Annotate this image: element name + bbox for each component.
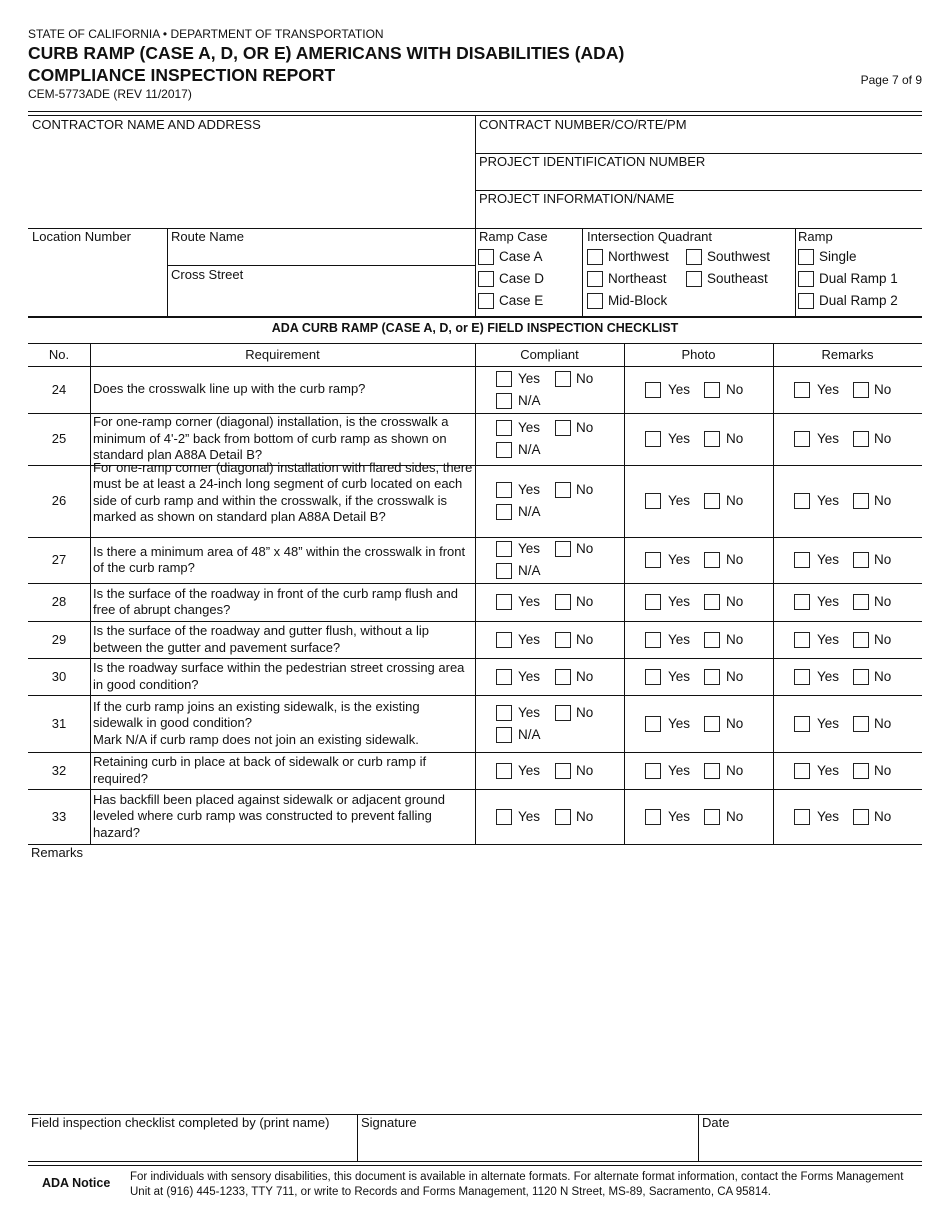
dual-ramp-2-label: Dual Ramp 2 [819, 293, 898, 308]
compliant-no-label: No [576, 420, 594, 435]
photo-no-label: No [726, 552, 744, 567]
photo-yes-label: Yes [668, 594, 691, 609]
ramp-case-label: Ramp Case [479, 229, 548, 244]
compliant-yes-checkbox[interactable] [496, 541, 512, 557]
photo-yes-label: Yes [668, 381, 691, 397]
remarks-yes-label: Yes [817, 715, 840, 731]
photo-no-checkbox[interactable] [704, 431, 720, 447]
photo-yes-label: Yes [668, 493, 691, 508]
checklist-title: ADA CURB RAMP (CASE A, D, or E) FIELD INSPECTION CHECKLIST [271, 321, 679, 335]
photo-no-label: No [726, 493, 744, 508]
photo-yes-checkbox[interactable] [645, 763, 661, 779]
compliant-no-checkbox[interactable] [555, 541, 571, 557]
ramp-label: Ramp [798, 229, 833, 244]
compliant-no-checkbox[interactable] [555, 705, 571, 721]
compliant-no-label: No [576, 762, 594, 778]
remarks-yes-checkbox[interactable] [794, 632, 810, 648]
requirement-text: Retaining curb in place at back of sidewalk or curb ramp if required? [93, 754, 427, 786]
table-row-border [28, 752, 922, 753]
photo-yes-label: Yes [668, 715, 691, 731]
column-header-photo: Photo [681, 347, 716, 362]
form-title-line-1: CURB RAMP (CASE A, D, OR E) AMERICANS WITH DISABILITIES (ADA) [28, 43, 625, 63]
northwest-label: Northwest [608, 249, 669, 264]
remarks-no-label: No [874, 594, 892, 609]
compliant-yes-label: Yes [518, 631, 541, 647]
compliant-no-label: No [576, 541, 594, 556]
row-number: 31 [51, 715, 67, 731]
photo-yes-checkbox[interactable] [645, 716, 661, 732]
table-row-border [28, 583, 922, 584]
remarks-no-checkbox[interactable] [853, 669, 869, 685]
remarks-yes-checkbox[interactable] [794, 809, 810, 825]
remarks-no-label: No [874, 762, 892, 778]
divider [582, 228, 583, 316]
requirement-text: Has backfill been placed against sidewalk or adjacent ground leveled where curb ramp was constructed to prevent falling hazard? [93, 791, 445, 840]
compliant-na-checkbox[interactable] [496, 504, 512, 520]
photo-no-label: No [726, 715, 744, 731]
case-d-checkbox[interactable] [478, 271, 494, 287]
row-number: 29 [51, 631, 67, 647]
page-number: Page 7 of 9 [860, 73, 922, 87]
contract-number-field[interactable]: CONTRACT NUMBER/CO/RTE/PM [479, 117, 687, 132]
dual-ramp-1-label: Dual Ramp 1 [819, 271, 898, 286]
compliant-yes-label: Yes [518, 594, 541, 609]
photo-no-label: No [726, 631, 744, 647]
divider [475, 343, 476, 844]
single-ramp-label: Single [819, 249, 857, 264]
column-header-compliant: Compliant [520, 347, 579, 362]
photo-yes-checkbox[interactable] [645, 431, 661, 447]
photo-no-checkbox[interactable] [704, 809, 720, 825]
remarks-no-label: No [874, 668, 892, 684]
project-info-field[interactable]: PROJECT INFORMATION/NAME [479, 191, 675, 206]
project-id-field[interactable]: PROJECT IDENTIFICATION NUMBER [479, 154, 706, 169]
row-number: 30 [51, 668, 67, 684]
remarks-yes-checkbox[interactable] [794, 716, 810, 732]
northeast-label: Northeast [608, 271, 667, 286]
dual-ramp-1-checkbox[interactable] [798, 271, 814, 287]
requirement-text: Is the roadway surface within the pedestrian street crossing area in good condition? [93, 660, 465, 692]
row-number: 28 [51, 594, 67, 609]
southeast-label: Southeast [707, 271, 768, 286]
requirement-text: Does the crosswalk line up with the curb ramp? [93, 381, 366, 397]
ada-notice-label: ADA Notice [42, 1176, 111, 1190]
divider [167, 265, 475, 266]
compliant-yes-label: Yes [518, 704, 541, 720]
southeast-checkbox[interactable] [686, 271, 702, 287]
case-d-label: Case D [499, 271, 545, 286]
remarks-yes-checkbox[interactable] [794, 763, 810, 779]
photo-no-checkbox[interactable] [704, 594, 720, 610]
divider [90, 343, 91, 844]
remarks-no-checkbox[interactable] [853, 809, 869, 825]
compliant-yes-checkbox[interactable] [496, 669, 512, 685]
photo-yes-checkbox[interactable] [645, 594, 661, 610]
divider [28, 1161, 922, 1162]
compliant-yes-label: Yes [518, 541, 541, 556]
table-row-border [28, 658, 922, 659]
compliant-no-label: No [576, 704, 594, 720]
remarks-yes-label: Yes [817, 493, 840, 508]
location-number-field[interactable]: Location Number [32, 229, 131, 244]
remarks-no-checkbox[interactable] [853, 382, 869, 398]
remarks-yes-label: Yes [817, 552, 840, 567]
requirement-text: If the curb ramp joins an existing sidewalk, is the existing sidewalk in good condition? Mark N/A if curb ramp does not join an existing sidewalk. [93, 698, 420, 747]
remarks-no-label: No [874, 552, 892, 567]
compliant-no-checkbox[interactable] [555, 594, 571, 610]
contractor-field[interactable]: CONTRACTOR NAME AND ADDRESS [32, 117, 261, 132]
column-header-remarks: Remarks [821, 347, 874, 362]
remarks-no-label: No [874, 431, 892, 446]
compliant-no-label: No [576, 668, 594, 684]
table-row-border [28, 621, 922, 622]
compliant-na-label: N/A [518, 563, 541, 578]
requirement-text: For one-ramp corner (diagonal) installation, is the crosswalk a minimum of 4'-2” back from bottom of curb ramp as shown on standard plan A88A Detail B? [93, 414, 449, 463]
dual-ramp-2-checkbox[interactable] [798, 293, 814, 309]
remarks-yes-checkbox[interactable] [794, 552, 810, 568]
compliant-no-checkbox[interactable] [555, 763, 571, 779]
photo-no-label: No [726, 808, 744, 824]
compliant-no-checkbox[interactable] [555, 809, 571, 825]
compliant-na-label: N/A [518, 504, 541, 519]
compliant-yes-checkbox[interactable] [496, 420, 512, 436]
divider [698, 1114, 699, 1162]
form-number: CEM-5773ADE (REV 11/2017) [28, 87, 192, 101]
requirement-text: Is the surface of the roadway in front of the curb ramp flush and free of abrupt changes? [93, 585, 458, 617]
photo-no-label: No [726, 431, 744, 446]
remarks-yes-label: Yes [817, 668, 840, 684]
compliant-yes-checkbox[interactable] [496, 482, 512, 498]
divider [28, 111, 922, 112]
agency-line: STATE OF CALIFORNIA • DEPARTMENT OF TRANSPORTATION [28, 27, 384, 41]
quadrant-label: Intersection Quadrant [587, 229, 713, 244]
compliant-yes-checkbox[interactable] [496, 705, 512, 721]
case-e-checkbox[interactable] [478, 293, 494, 309]
remarks-yes-label: Yes [817, 631, 840, 647]
photo-no-label: No [726, 762, 744, 778]
remarks-area[interactable] [28, 862, 922, 1110]
photo-no-checkbox[interactable] [704, 552, 720, 568]
remarks-yes-checkbox[interactable] [794, 431, 810, 447]
compliant-na-label: N/A [518, 392, 541, 408]
remarks-yes-label: Yes [817, 808, 840, 824]
form-title-line-2: COMPLIANCE INSPECTION REPORT [28, 65, 336, 85]
compliant-yes-label: Yes [518, 808, 541, 824]
remarks-no-checkbox[interactable] [853, 716, 869, 732]
remarks-no-checkbox[interactable] [853, 763, 869, 779]
divider [357, 1114, 358, 1162]
compliant-na-checkbox[interactable] [496, 442, 512, 458]
remarks-yes-checkbox[interactable] [794, 594, 810, 610]
southwest-label: Southwest [707, 249, 771, 264]
divider [475, 115, 476, 316]
remarks-no-label: No [874, 808, 892, 824]
photo-yes-checkbox[interactable] [645, 632, 661, 648]
cross-street-field[interactable]: Cross Street [171, 267, 244, 282]
photo-yes-checkbox[interactable] [645, 552, 661, 568]
remarks-no-label: No [874, 715, 892, 731]
compliant-yes-label: Yes [518, 370, 541, 386]
photo-no-checkbox[interactable] [704, 493, 720, 509]
form-title [28, 42, 624, 86]
compliant-yes-checkbox[interactable] [496, 594, 512, 610]
date-field[interactable]: Date [702, 1115, 730, 1130]
requirement-text: Is the surface of the roadway and gutter flush, without a lip between the gutter and pavement surface? [93, 623, 430, 655]
requirement-text: For one-ramp corner (diagonal) installation with flared sides, there must be at least a 24-inch long segment of curb located on each side of curb ramp and within the crosswalk, if the crosswalk is marked as shown on standard plan A88A Detail B? [93, 459, 473, 525]
photo-yes-label: Yes [668, 431, 691, 446]
divider [624, 343, 625, 844]
compliant-yes-label: Yes [518, 762, 541, 778]
row-number: 25 [51, 431, 67, 446]
completed-by-field[interactable]: Field inspection checklist completed by (print name) [31, 1115, 330, 1130]
photo-yes-label: Yes [668, 631, 691, 647]
column-header-no: No. [48, 347, 70, 362]
row-number: 33 [51, 808, 67, 824]
divider [28, 228, 922, 229]
photo-no-checkbox[interactable] [704, 382, 720, 398]
photo-yes-label: Yes [668, 668, 691, 684]
case-e-label: Case E [499, 293, 544, 308]
mid-block-checkbox[interactable] [587, 293, 603, 309]
compliant-na-checkbox[interactable] [496, 727, 512, 743]
table-row-border [28, 844, 922, 845]
divider [795, 228, 796, 316]
row-number: 24 [51, 381, 67, 397]
signature-field[interactable]: Signature [361, 1115, 417, 1130]
compliant-yes-checkbox[interactable] [496, 763, 512, 779]
compliant-no-checkbox[interactable] [555, 420, 571, 436]
compliant-na-checkbox[interactable] [496, 563, 512, 579]
divider [28, 316, 922, 318]
remarks-no-label: No [874, 493, 892, 508]
row-number: 26 [51, 493, 67, 508]
photo-yes-checkbox[interactable] [645, 669, 661, 685]
photo-yes-checkbox[interactable] [645, 382, 661, 398]
northeast-checkbox[interactable] [587, 271, 603, 287]
remarks-no-checkbox[interactable] [853, 493, 869, 509]
compliant-no-label: No [576, 631, 594, 647]
remarks-yes-checkbox[interactable] [794, 382, 810, 398]
compliant-no-checkbox[interactable] [555, 482, 571, 498]
photo-no-label: No [726, 668, 744, 684]
photo-no-checkbox[interactable] [704, 669, 720, 685]
divider [773, 343, 774, 844]
photo-yes-label: Yes [668, 552, 691, 567]
compliant-yes-label: Yes [518, 668, 541, 684]
compliant-yes-label: Yes [518, 482, 541, 497]
case-a-label: Case A [499, 249, 543, 264]
photo-no-label: No [726, 594, 744, 609]
requirement-text: Is there a minimum area of 48” x 48” within the crosswalk in front of the curb ramp? [93, 543, 466, 575]
compliant-no-checkbox[interactable] [555, 669, 571, 685]
photo-no-checkbox[interactable] [704, 716, 720, 732]
row-number: 32 [51, 762, 67, 778]
route-name-field[interactable]: Route Name [171, 229, 244, 244]
remarks-yes-label: Yes [817, 762, 840, 778]
southwest-checkbox[interactable] [686, 249, 702, 265]
ada-notice-text: For individuals with sensory disabilities, this document is available in alternate formats. For alternate format information, contact the Forms Management Unit at (916) 445-1233, TTY 711, or write to Records and Forms Management, 1120 N Street, MS-89, Sacramento, CA 95814. [130, 1171, 904, 1198]
table-row-border [28, 789, 922, 790]
photo-yes-label: Yes [668, 762, 691, 778]
compliant-no-label: No [576, 594, 594, 609]
photo-yes-checkbox[interactable] [645, 809, 661, 825]
compliant-na-checkbox[interactable] [496, 393, 512, 409]
column-header-requirement: Requirement [245, 347, 320, 362]
remarks-yes-label: Yes [817, 431, 840, 446]
compliant-yes-checkbox[interactable] [496, 809, 512, 825]
remarks-no-label: No [874, 381, 892, 397]
remarks-yes-label: Yes [817, 381, 840, 397]
divider [28, 1165, 922, 1166]
remarks-no-checkbox[interactable] [853, 552, 869, 568]
remarks-yes-checkbox[interactable] [794, 493, 810, 509]
photo-no-checkbox[interactable] [704, 763, 720, 779]
photo-yes-label: Yes [668, 808, 691, 824]
remarks-no-checkbox[interactable] [853, 632, 869, 648]
compliant-yes-checkbox[interactable] [496, 632, 512, 648]
compliant-yes-checkbox[interactable] [496, 371, 512, 387]
case-a-checkbox[interactable] [478, 249, 494, 265]
row-number: 27 [51, 552, 67, 567]
single-ramp-checkbox[interactable] [798, 249, 814, 265]
remarks-label: Remarks [31, 845, 84, 860]
photo-no-checkbox[interactable] [704, 632, 720, 648]
compliant-no-checkbox[interactable] [555, 632, 571, 648]
remarks-yes-label: Yes [817, 594, 840, 609]
remarks-yes-checkbox[interactable] [794, 669, 810, 685]
divider [167, 228, 168, 316]
table-row-border [28, 537, 922, 538]
northwest-checkbox[interactable] [587, 249, 603, 265]
photo-no-label: No [726, 381, 744, 397]
compliant-yes-label: Yes [518, 420, 541, 435]
compliant-no-checkbox[interactable] [555, 371, 571, 387]
remarks-no-checkbox[interactable] [853, 431, 869, 447]
compliant-no-label: No [576, 370, 594, 386]
remarks-no-checkbox[interactable] [853, 594, 869, 610]
remarks-no-label: No [874, 631, 892, 647]
table-row-border [28, 695, 922, 696]
photo-yes-checkbox[interactable] [645, 493, 661, 509]
compliant-na-label: N/A [518, 442, 541, 457]
mid-block-label: Mid-Block [608, 293, 668, 308]
compliant-no-label: No [576, 482, 594, 497]
compliant-no-label: No [576, 808, 594, 824]
compliant-na-label: N/A [518, 726, 541, 742]
